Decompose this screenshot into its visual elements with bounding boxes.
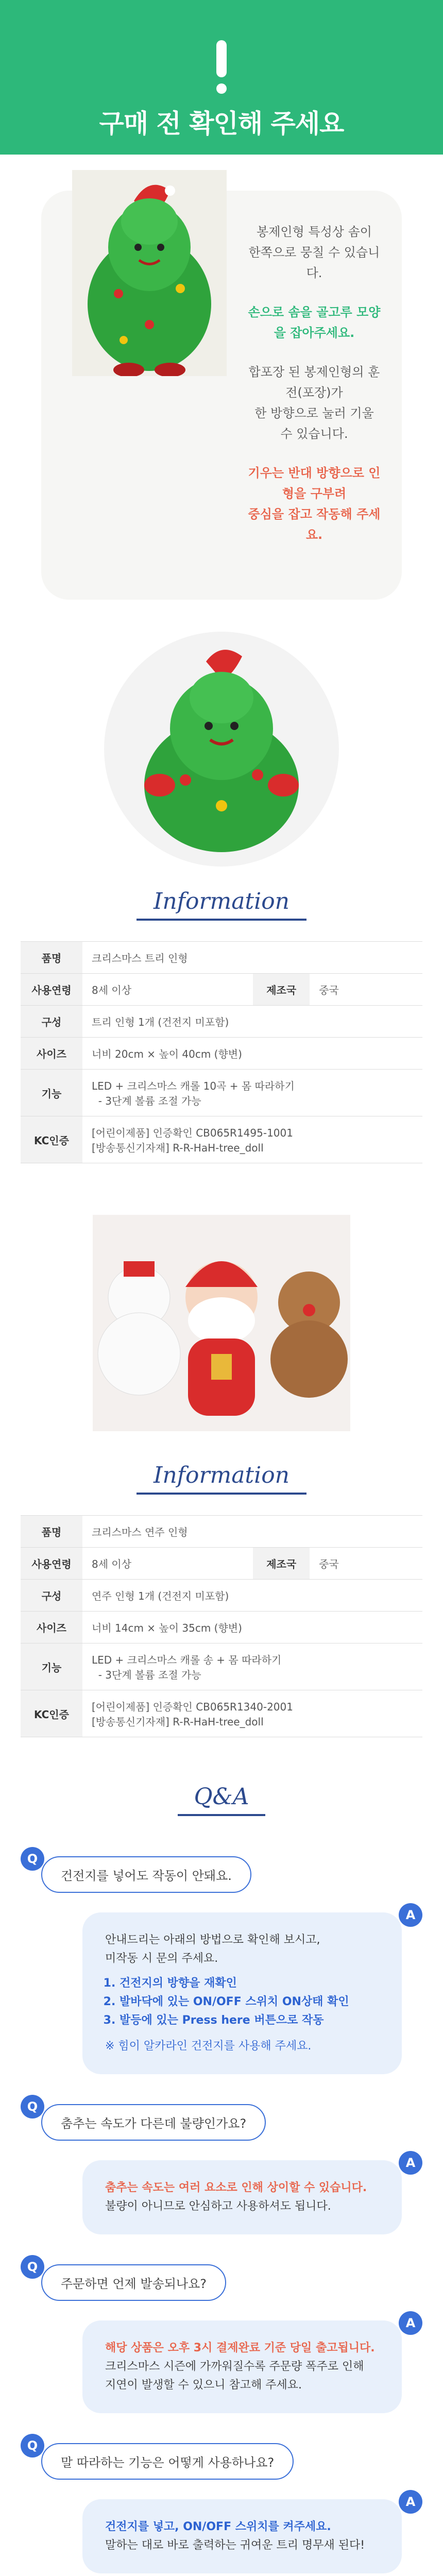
table-row xyxy=(21,1548,422,1580)
row-value-line: - 3단계 볼륨 조절 가능 xyxy=(98,1095,201,1107)
table-row xyxy=(21,1516,422,1548)
row-value xyxy=(82,1070,422,1116)
row-label: 품명 xyxy=(21,1516,82,1548)
santa-doll-product-image xyxy=(93,1215,350,1431)
row-value: 중국 xyxy=(310,974,422,1006)
a-badge: A xyxy=(399,2151,422,2175)
title-underline xyxy=(137,919,306,921)
notice-highlight-orange: 기우는 반대 방향으로 인형을 구부려 xyxy=(248,466,381,501)
row-label: 품명 xyxy=(21,942,82,974)
info-section-title: Information xyxy=(153,1462,290,1488)
answer-line: 해당 상품은 오후 3시 결제완료 기준 당일 출고됩니다. xyxy=(105,2342,375,2354)
row-value: 크리스마스 트리 인형 xyxy=(82,942,422,974)
notice-line: 한 방향으로 눌러 기울 수 있습니다. xyxy=(254,406,374,441)
notice-line: 합포장 된 봉제인형의 훈전(포장)가 xyxy=(248,365,380,400)
answer-bubble xyxy=(82,2499,402,2573)
caution-text xyxy=(247,222,381,545)
question-bubble: 춤추는 속도가 다른데 불량인가요? xyxy=(41,2104,266,2141)
table-row xyxy=(21,974,422,1006)
exclamation-icon xyxy=(216,40,227,94)
row-label: 구성 xyxy=(21,1006,82,1038)
row-value xyxy=(82,1116,422,1163)
notice-highlight: 손으로 솜을 골고루 모양을 잡아주세요. xyxy=(248,305,381,340)
answer-line: 안내드리는 아래의 방법으로 확인해 보시고, xyxy=(105,1934,320,1946)
row-value: 트리 인형 1개 (건전지 미포함) xyxy=(82,1006,422,1038)
row-label: 기능 xyxy=(21,1070,82,1116)
row-value: 중국 xyxy=(310,1548,422,1580)
row-value: 연주 인형 1개 (건전지 미포함) xyxy=(82,1580,422,1612)
answer-bubble xyxy=(82,1912,402,2074)
row-label: 사이즈 xyxy=(21,1612,82,1643)
answer-row xyxy=(21,2311,422,2413)
product-info-table-tree xyxy=(21,941,422,1163)
a-badge: A xyxy=(399,2490,422,2514)
question-row xyxy=(21,1847,422,1893)
notice-highlight-orange: 중심을 잡고 작동해 주세요. xyxy=(248,507,381,542)
row-label: KC인증 xyxy=(21,1116,82,1163)
row-value: 8세 이상 xyxy=(82,974,253,1006)
table-row xyxy=(21,1690,422,1737)
q-badge: Q xyxy=(21,2095,44,2119)
row-label: 사이즈 xyxy=(21,1038,82,1070)
row-value-line: [어린이제품] 인증확인 CB065R1495-1001 xyxy=(92,1127,293,1139)
row-value-line: LED + 크리스마스 캐롤 송 + 몸 따라하기 xyxy=(92,1654,282,1666)
answer-step: 2. 발바닥에 있는 ON/OFF 스위치 ON상태 확인 xyxy=(120,1993,379,2011)
q-badge: Q xyxy=(21,2434,44,2458)
q-badge: Q xyxy=(21,1847,44,1871)
row-label: 제조국 xyxy=(253,974,310,1006)
row-label: 제조국 xyxy=(253,1548,310,1580)
answer-row xyxy=(21,2490,422,2573)
row-value-line: [어린이제품] 인증확인 CB065R1340-2001 xyxy=(92,1701,293,1713)
row-value-line: [방송통신기자재] R-R-HaH-tree_doll xyxy=(92,1142,264,1154)
question-row xyxy=(21,2095,422,2141)
row-value: 너비 20cm × 높이 40cm (향변) xyxy=(82,1038,422,1070)
table-row xyxy=(21,1580,422,1612)
answer-row xyxy=(21,1903,422,2074)
answer-tip: ※ 힘이 알카라인 건전지를 사용해 주세요. xyxy=(105,2040,312,2053)
row-label: 구성 xyxy=(21,1580,82,1612)
tree-doll-photo xyxy=(72,170,227,376)
row-value xyxy=(82,1690,422,1737)
row-label: 사용연령 xyxy=(21,1548,82,1580)
q-badge: Q xyxy=(21,2255,44,2279)
table-row xyxy=(21,1006,422,1038)
question-bubble: 주문하면 언제 발송되나요? xyxy=(41,2264,226,2301)
answer-line: 미작동 시 문의 주세요. xyxy=(105,1952,218,1965)
answer-line: 크리스마스 시즌에 가까워질수록 주문량 폭주로 인해 xyxy=(105,2360,364,2373)
answer-line: 말하는 대로 바로 출력하는 귀여운 트리 명무새 된다! xyxy=(105,2539,365,2552)
caution-card xyxy=(41,191,402,600)
tree-doll-product-image xyxy=(103,631,340,868)
table-row xyxy=(21,1038,422,1070)
table-row xyxy=(21,942,422,974)
notice-header xyxy=(0,0,443,155)
notice-line: 봉제인형 특성상 솜이 xyxy=(257,225,372,239)
answer-bubble xyxy=(82,2160,402,2234)
title-underline xyxy=(178,1814,265,1816)
row-value-line: LED + 크리스마스 캐롤 10곡 + 몸 따라하기 xyxy=(92,1080,295,1092)
answer-step: 3. 발등에 있는 Press here 버튼으로 작동 xyxy=(120,2011,379,2030)
table-row xyxy=(21,1116,422,1163)
a-badge: A xyxy=(399,1903,422,1927)
notice-line: 한쪽으로 뭉칠 수 있습니다. xyxy=(248,245,380,280)
row-label: 기능 xyxy=(21,1643,82,1690)
answer-bubble xyxy=(82,2320,402,2413)
row-value-line: [방송통신기자재] R-R-HaH-tree_doll xyxy=(92,1716,264,1728)
question-bubble: 건전지를 넣어도 작동이 안돼요. xyxy=(41,1856,251,1893)
row-value: 크리스마스 연주 인형 xyxy=(82,1516,422,1548)
answer-line: 지연이 발생할 수 있으니 참고해 주세요. xyxy=(105,2379,302,2392)
title-underline xyxy=(137,1493,306,1495)
row-label: 사용연령 xyxy=(21,974,82,1006)
question-row xyxy=(21,2255,422,2301)
table-row xyxy=(21,1643,422,1690)
a-badge: A xyxy=(399,2311,422,2335)
answer-line: 건전지를 넣고, ON/OFF 스위치를 켜주세요. xyxy=(105,2520,331,2533)
answer-line: 춤추는 속도는 여러 요소로 인해 상이할 수 있습니다. xyxy=(105,2181,367,2194)
product-info-table-santa xyxy=(21,1515,422,1737)
row-value: 8세 이상 xyxy=(82,1548,253,1580)
question-row xyxy=(21,2434,422,2480)
table-row xyxy=(21,1070,422,1116)
answer-line: 불량이 아니므로 안심하고 사용하셔도 됩니다. xyxy=(105,2200,331,2213)
row-value: 너비 14cm × 높이 35cm (향변) xyxy=(82,1612,422,1643)
table-row xyxy=(21,1612,422,1643)
answer-row xyxy=(21,2151,422,2234)
answer-steps xyxy=(120,1974,379,2030)
row-value xyxy=(82,1643,422,1690)
question-bubble: 말 따라하는 기능은 어떻게 사용하나요? xyxy=(41,2443,294,2480)
header-title: 구매 전 확인해 주세요 xyxy=(99,109,344,139)
row-value-line: - 3단계 볼륨 조절 가능 xyxy=(98,1669,201,1681)
qa-list xyxy=(21,1847,422,2576)
answer-step: 1. 건전지의 방향을 재확인 xyxy=(120,1974,379,1993)
row-label: KC인증 xyxy=(21,1690,82,1737)
info-section-title: Information xyxy=(153,888,290,914)
qa-section-title: Q&A xyxy=(194,1784,249,1810)
